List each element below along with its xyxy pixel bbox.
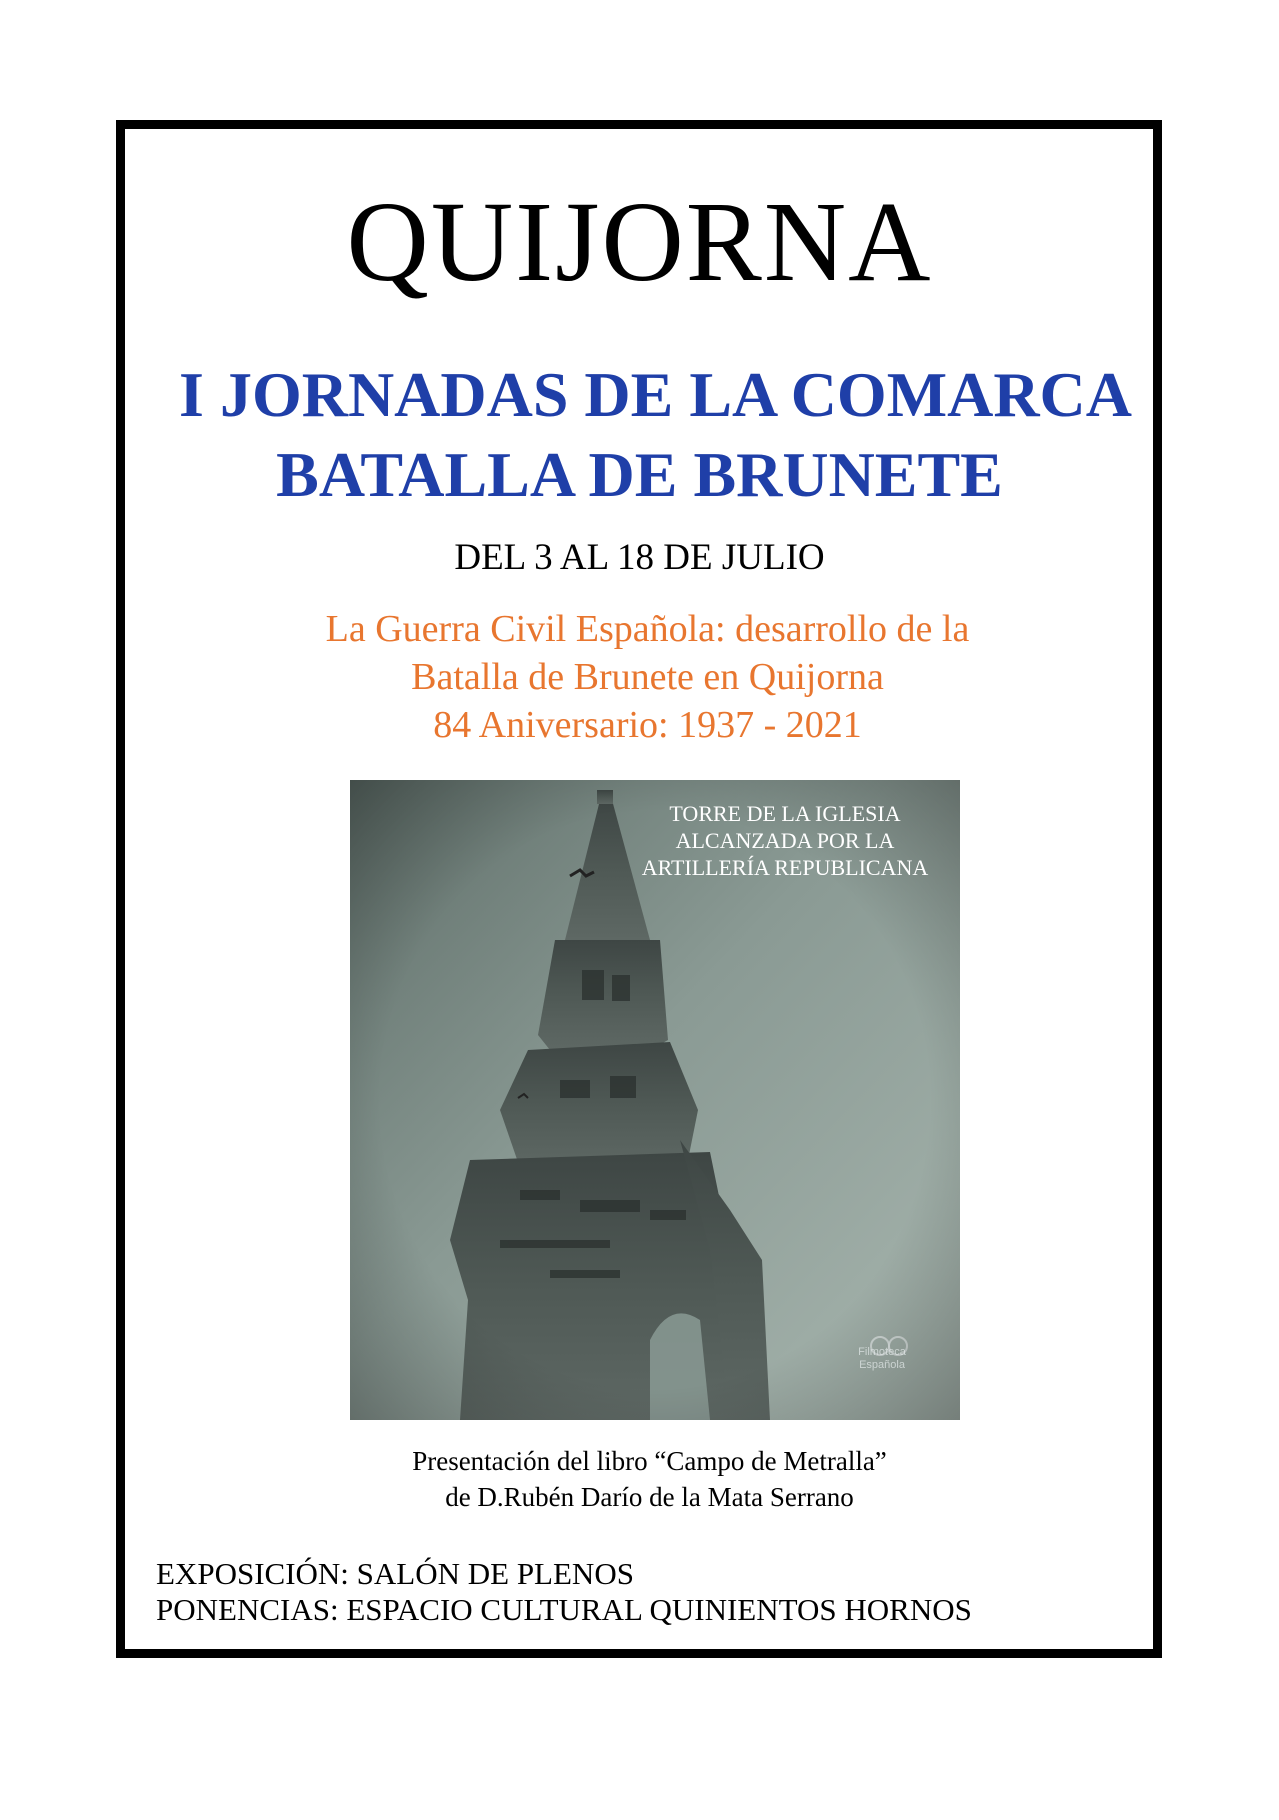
event-title-line1: I JORNADAS DE LA COMARCA <box>179 359 1132 430</box>
event-dates: DEL 3 AL 18 DE JULIO <box>454 537 825 578</box>
exhibition-venue: EXPOSICIÓN: SALÓN DE PLENOS <box>156 1556 634 1591</box>
photo-caption-line2: ALCANZADA POR LA <box>675 828 895 853</box>
watermark-line2: Española <box>859 1359 905 1371</box>
town-title: QUIJORNA <box>346 178 933 305</box>
event-title-line2: BATALLA DE BRUNETE <box>276 439 1003 510</box>
book-presentation-line1: Presentación del libro “Campo de Metralla” <box>412 1446 887 1476</box>
book-presentation-line2: de D.Rubén Darío de la Mata Serrano <box>445 1482 854 1512</box>
photo-caption-line1: TORRE DE LA IGLESIA <box>669 801 901 826</box>
photo-caption <box>600 800 970 881</box>
photo-caption-line3: ARTILLERÍA REPUBLICANA <box>641 855 929 880</box>
watermark-line1: Filmoteca <box>858 1346 906 1358</box>
subtitle-line3: 84 Aniversario: 1937 - 2021 <box>433 704 862 746</box>
filmoteca-watermark <box>842 1346 922 1372</box>
subtitle-line1: La Guerra Civil Española: desarrollo de la <box>325 608 970 650</box>
subtitle-line2: Batalla de Brunete en Quijorna <box>411 656 884 698</box>
talks-venue: PONENCIAS: ESPACIO CULTURAL QUINIENTOS HORNOS <box>156 1592 972 1627</box>
